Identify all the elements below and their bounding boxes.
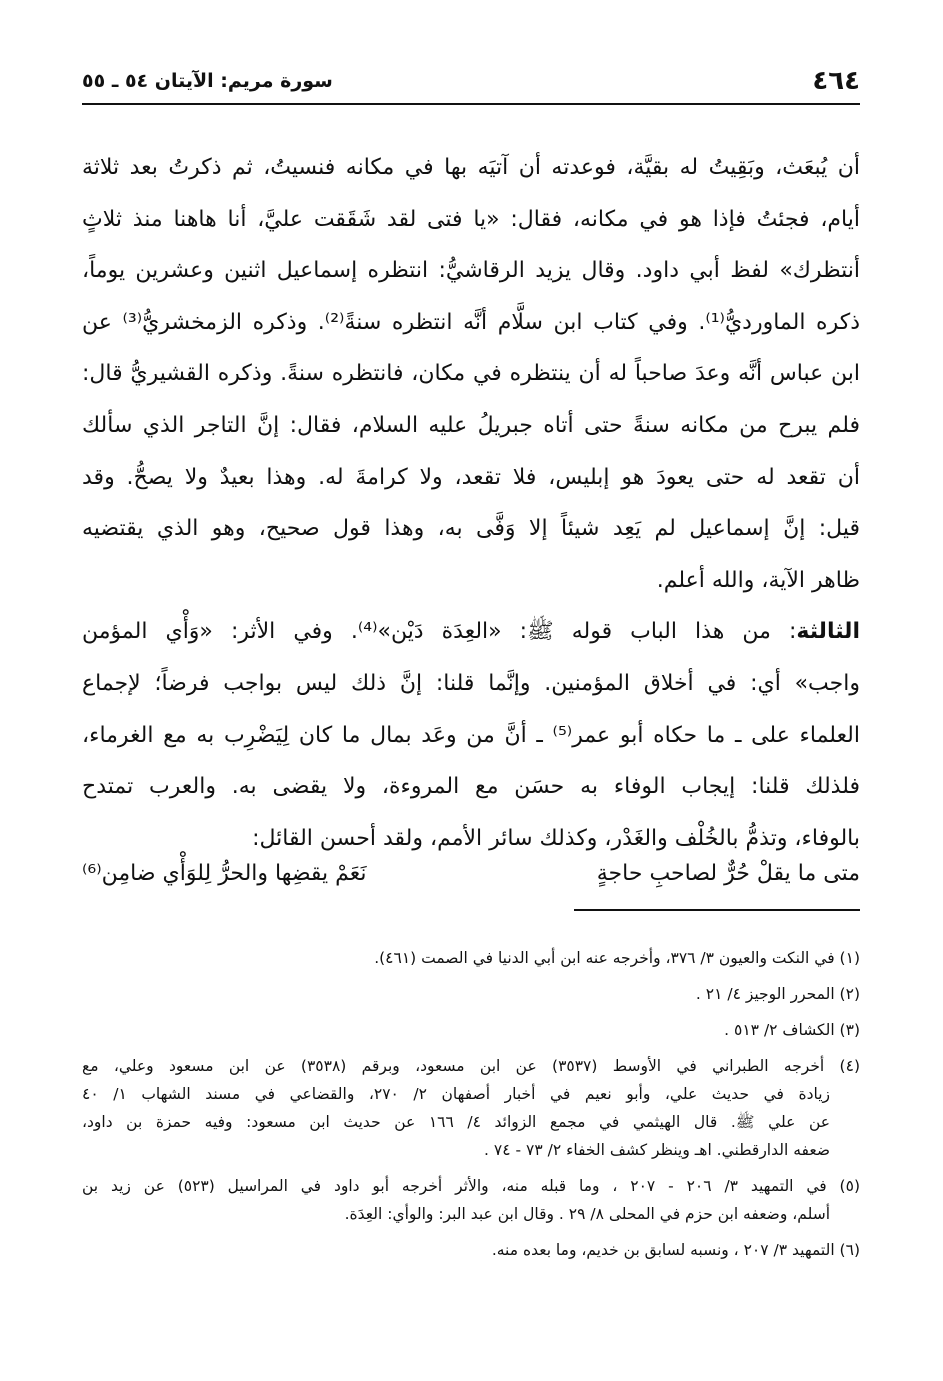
footnote-line: (١) في النكت والعيون ٣/ ٣٧٦، وأخرجه عنه ابن أبي الدنيا في الصمت (٤٦١).	[374, 949, 860, 967]
footnote-line: (٣) الكشاف ٢/ ٥١٣ .	[724, 1021, 860, 1039]
poetry-verse	[82, 850, 860, 898]
footnote-3	[82, 1016, 860, 1044]
text-segment: : من هذا الباب قوله ﷺ: «العِدَة دَيْن»⁽⁴⁾. وفي الأثر: «وَأْي المؤمن	[82, 619, 797, 645]
footnote-line: أسلم، وضعفه ابن حزم في المحلى ٨/ ٢٩ . وقال ابن عبد البر: والوأي: العِدَة.	[344, 1205, 830, 1223]
footnote-line: (٢) المحرر الوجيز ٤/ ٢١ .	[695, 985, 860, 1003]
header-divider	[82, 103, 860, 105]
text-line: ذكره الماورديُّ⁽¹⁾. وفي كتاب ابن سلَّام أنَّه انتظره سنةً⁽²⁾. وذكره الزمخشريُّ⁽³⁾ عن	[82, 309, 860, 335]
verse-first-hemistich: متى ما يقلْ حُرٌّ لصاحبِ حاجةٍ	[596, 861, 860, 886]
text-line: قيل: إنَّ إسماعيل لم يَعِد شيئاً إلا وَفَّى به، وهذا قول صحيح، وهو الذي يقتضيه	[82, 516, 860, 542]
text-line: أن يُبعَث، وبَقِيتُ له بقيَّة، فوعدته أن آتيَه بها في مكانه فنسيتُ، ثم ذكرتُ بعد ثلاثة	[82, 155, 860, 180]
paragraph-term: الثالثة	[796, 619, 860, 645]
text-line: ابن عباس أنَّه وعدَ صاحباً له أن ينتظره في مكان، فانتظره سنةً. وذكره القشيريُّ قال:	[82, 361, 860, 387]
footnote-line: ضعفه الدارقطني. اهـ وينظر كشف الخفاء ٢/ ٧٣ - ٧٤ .	[484, 1141, 830, 1159]
text-line: فلذلك قلنا: إيجاب الوفاء به حسَن مع المروءة، ولا يقضى به. والعرب تمتدح	[82, 774, 860, 800]
footnote-line: (٥) في التمهيد ٣/ ٢٠٦ - ٢٠٧ ، وما قبله منه، والأثر أخرجه أبو داود في المراسيل (٥٢٣) عن زيد بن	[82, 1177, 860, 1195]
running-title: سورة مريم: الآيتان ٥٤ ـ ٥٥	[82, 70, 333, 92]
footnote-line: عن علي ﷺ. قال الهيثمي في مجمع الزوائد ٤/ ١٦٦ عن حديث ابن مسعود: وفيه حمزة بن داود،	[82, 1113, 830, 1131]
paragraph-third-first-line	[82, 606, 860, 658]
text-line: ظاهر الآية، والله أعلم.	[656, 567, 860, 593]
page-header	[82, 62, 860, 102]
main-text	[82, 142, 860, 864]
footnote-6	[82, 1236, 860, 1264]
footnote-1	[82, 944, 860, 972]
footnote-2	[82, 980, 860, 1008]
footnote-4	[82, 1052, 860, 1164]
footnote-divider	[574, 909, 860, 911]
text-line: واجب» أي: في أخلاق المؤمنين. وإنَّما قلنا: إنَّ ذلك ليس بواجب فرضاً؛ لإجماع	[82, 670, 860, 696]
text-line: بالوفاء، وتذمُّ بالخُلْف والغَدْر، وكذلك سائر الأمم، ولقد أحسن القائل:	[252, 825, 860, 851]
verse-second-hemistich: نَعَمْ يقضِها والحرُّ لِلوَأْي ضامِن⁽⁶⁾	[82, 861, 367, 886]
page-number: ٤٦٤	[812, 66, 860, 96]
text-line: أن تقعد له حتى يعودَ هو إبليس، فلا تقعد، ولا كرامةَ له. وهذا بعيدٌ ولا يصحُّ. وقد	[82, 464, 860, 490]
text-line: أيام، فجئتُ فإذا هو في مكانه، فقال: «يا فتى لقد شَقَقت عليَّ، أنا هاهنا منذ ثلاثٍ	[82, 206, 860, 232]
footnote-line: (٤) أخرجه الطبراني في الأوسط (٣٥٣٧) عن ابن مسعود، وبرقم (٣٥٣٨) عن ابن مسعود وعلي، مع	[82, 1057, 860, 1075]
footnote-line: زيادة في حديث علي، وأبو نعيم في أخبار أصفهان ٢/ ٢٧٠، والقضاعي في مسند الشهاب ١/ ٤٠	[82, 1085, 831, 1103]
text-line: العلماء على ـ ما حكاه أبو عمر⁽⁵⁾ ـ أنَّ من وعَد بمال ما كان لِيَضْرِب به مع الغرماء،	[82, 722, 861, 748]
footnotes	[82, 944, 860, 1272]
footnote-5	[82, 1172, 860, 1228]
text-line: أنتظرك» لفظ أبي داود. وقال يزيد الرقاشيُّ: انتظره إسماعيل اثنين وعشرين يوماً،	[82, 258, 860, 284]
text-line: فلم يبرح من مكانه سنةً حتى أتاه جبريلُ عليه السلام، فقال: إنَّ التاجر الذي سألك	[82, 412, 860, 438]
footnote-line: (٦) التمهيد ٣/ ٢٠٧ ، ونسبه لسابق بن خديم، وما بعده منه.	[491, 1241, 860, 1259]
